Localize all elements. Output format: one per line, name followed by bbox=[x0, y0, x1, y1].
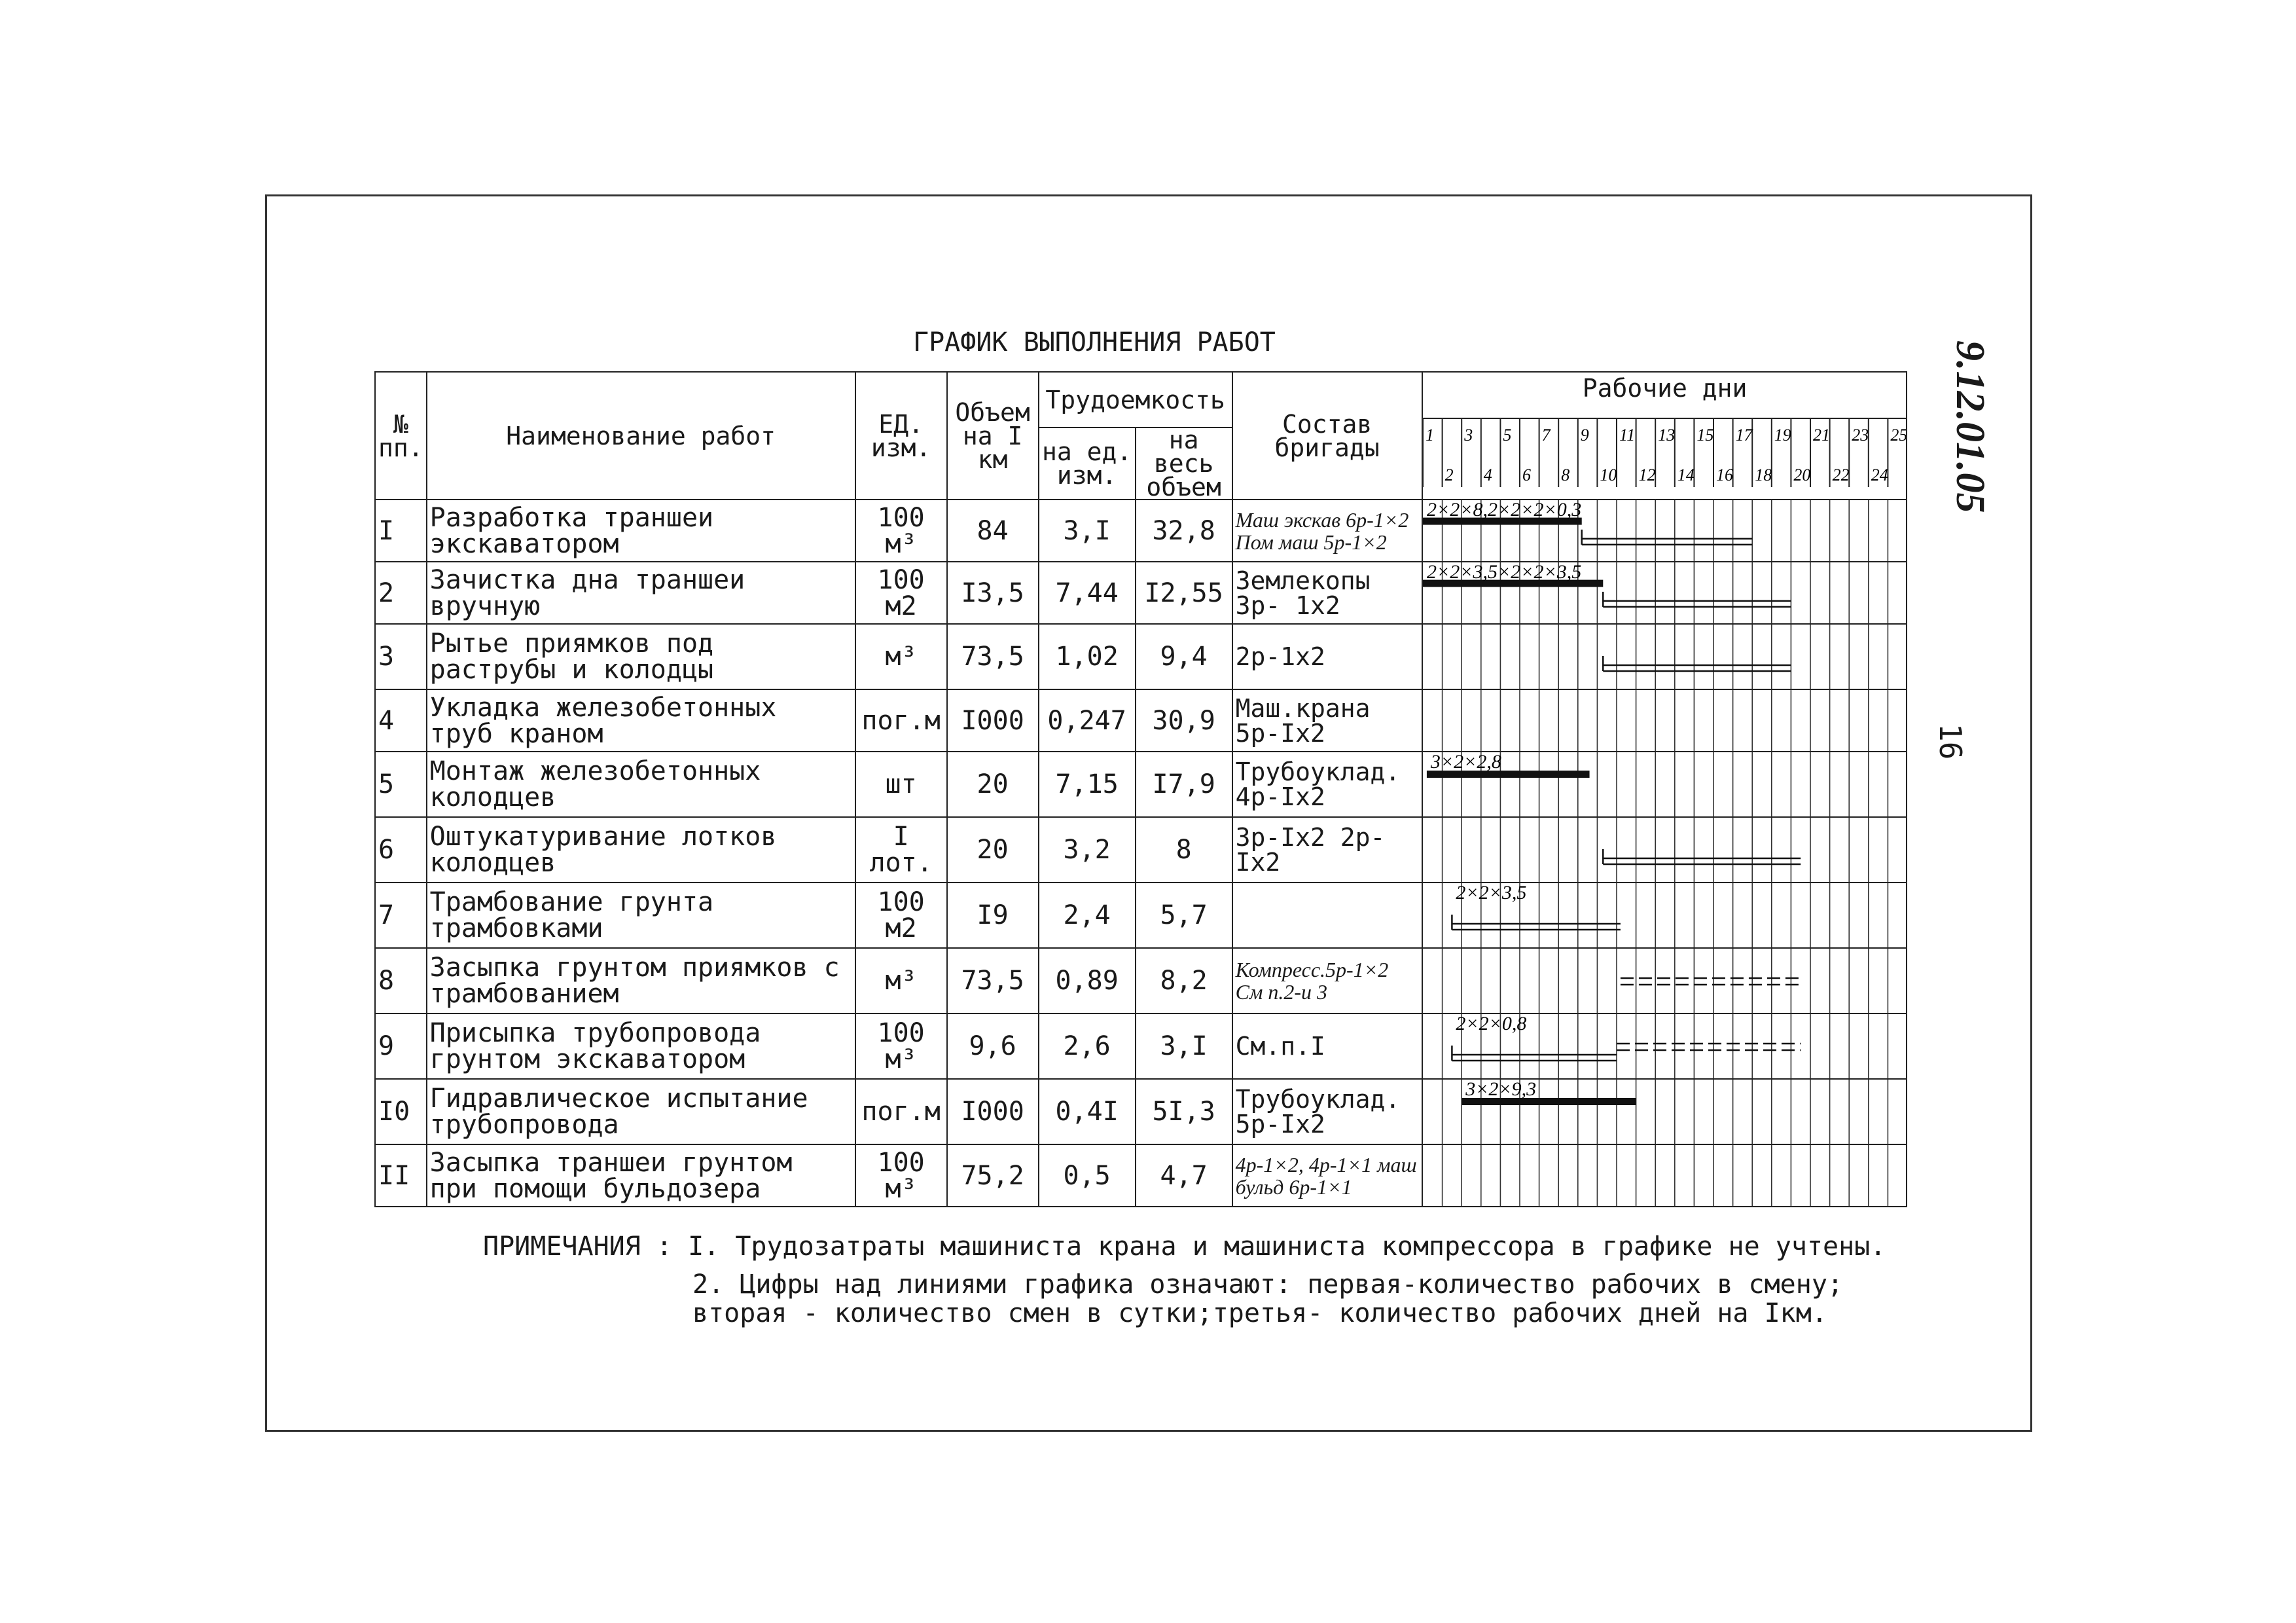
header-days-label: Рабочие дни bbox=[1582, 374, 1748, 403]
gantt-cell bbox=[1422, 817, 1907, 883]
unit: 100 м³ bbox=[855, 1144, 947, 1207]
day-label: 19 bbox=[1774, 426, 1791, 445]
gantt-row bbox=[1423, 1145, 1907, 1207]
table-row bbox=[375, 948, 1907, 1013]
header-days bbox=[1422, 372, 1907, 500]
labor-per-unit: 3,2 bbox=[1039, 817, 1136, 883]
work-name: Присыпка трубопровода грунтом экскаватором bbox=[427, 1013, 855, 1079]
gantt-row bbox=[1423, 818, 1907, 883]
crew: Трубоуклад. 5р-Iх2 bbox=[1232, 1079, 1422, 1144]
row-number: II bbox=[375, 1144, 427, 1207]
gantt-row bbox=[1423, 500, 1907, 562]
labor-total: I7,9 bbox=[1136, 752, 1232, 817]
volume: I3,5 bbox=[947, 562, 1039, 624]
header-unit: ЕД. изм. bbox=[855, 372, 947, 500]
gantt-cell bbox=[1422, 752, 1907, 817]
day-label: 9 bbox=[1580, 426, 1589, 445]
note-2b: вторая - количество смен в сутки;третья- количество рабочих дней на Iкм. bbox=[692, 1298, 1827, 1328]
labor-total: 5,7 bbox=[1136, 883, 1232, 948]
gantt-cell bbox=[1422, 624, 1907, 689]
table-row bbox=[375, 562, 1907, 624]
labor-per-unit: 0,5 bbox=[1039, 1144, 1136, 1207]
header-labor-total: на весь объем bbox=[1136, 428, 1232, 500]
unit: 100 м³ bbox=[855, 1013, 947, 1079]
row-number: I bbox=[375, 500, 427, 562]
row-number: I0 bbox=[375, 1079, 427, 1144]
labor-per-unit: 0,247 bbox=[1039, 689, 1136, 752]
day-label: 12 bbox=[1638, 465, 1656, 484]
labor-per-unit: 2,6 bbox=[1039, 1013, 1136, 1079]
unit: м³ bbox=[855, 624, 947, 689]
unit: 100 м2 bbox=[855, 883, 947, 948]
gantt-cell bbox=[1422, 948, 1907, 1013]
gantt-cell bbox=[1422, 1013, 1907, 1079]
gantt-cell bbox=[1422, 1144, 1907, 1207]
gantt-cell bbox=[1422, 562, 1907, 624]
work-name: Зачистка дна траншеи вручную bbox=[427, 562, 855, 624]
gantt-row bbox=[1423, 883, 1907, 948]
row-number: 3 bbox=[375, 624, 427, 689]
day-label: 7 bbox=[1541, 426, 1551, 445]
labor-total: I2,55 bbox=[1136, 562, 1232, 624]
volume: 84 bbox=[947, 500, 1039, 562]
day-label: 8 bbox=[1560, 465, 1570, 484]
day-label: 3 bbox=[1463, 426, 1473, 445]
table-row bbox=[375, 1144, 1907, 1207]
labor-total: 30,9 bbox=[1136, 689, 1232, 752]
unit: м³ bbox=[855, 948, 947, 1013]
day-label: 11 bbox=[1619, 426, 1635, 445]
day-label: 16 bbox=[1715, 465, 1733, 484]
volume: 73,5 bbox=[947, 948, 1039, 1013]
day-label: 22 bbox=[1832, 465, 1850, 484]
labor-per-unit: 7,15 bbox=[1039, 752, 1136, 817]
gantt-cell bbox=[1422, 883, 1907, 948]
table-row bbox=[375, 752, 1907, 817]
gantt-row bbox=[1423, 562, 1907, 624]
crew: Трубоуклад. 4р-Iх2 bbox=[1232, 752, 1422, 817]
gantt-row bbox=[1423, 752, 1907, 817]
day-label: 23 bbox=[1851, 426, 1869, 445]
gantt-bar-label: 2×2×0,8 bbox=[1456, 1014, 1527, 1034]
day-label: 25 bbox=[1890, 426, 1907, 445]
gantt-bar-label: 2×2×3,5×2×2×3,5 bbox=[1426, 562, 1581, 583]
crew: Землекопы 3р- 1х2 bbox=[1232, 562, 1422, 624]
work-name: Укладка железобетонных труб краном bbox=[427, 689, 855, 752]
labor-total: 8 bbox=[1136, 817, 1232, 883]
gantt-bar-label: 3×2×9,3 bbox=[1465, 1080, 1536, 1100]
row-number: 8 bbox=[375, 948, 427, 1013]
row-number: 7 bbox=[375, 883, 427, 948]
work-name: Разработка траншеи экскаватором bbox=[427, 500, 855, 562]
work-name: Рытье приямков под раструбы и колодцы bbox=[427, 624, 855, 689]
gantt-cell bbox=[1422, 500, 1907, 562]
day-label: 20 bbox=[1793, 465, 1811, 484]
labor-per-unit: 1,02 bbox=[1039, 624, 1136, 689]
work-name: Монтаж железобетонных колодцев bbox=[427, 752, 855, 817]
day-scale bbox=[1423, 373, 1907, 487]
page-number-text: 16 bbox=[1933, 723, 1968, 760]
gantt-bar-label: 2×2×8,2×2×2×0,3 bbox=[1426, 500, 1581, 520]
volume: 75,2 bbox=[947, 1144, 1039, 1207]
volume: I000 bbox=[947, 689, 1039, 752]
crew: См.п.I bbox=[1232, 1013, 1422, 1079]
labor-total: 9,4 bbox=[1136, 624, 1232, 689]
volume: I000 bbox=[947, 1079, 1039, 1144]
crew: Маш экскав 6р-1×2 Пом маш 5р-1×2 bbox=[1232, 500, 1422, 562]
row-number: 2 bbox=[375, 562, 427, 624]
gantt-row bbox=[1423, 690, 1907, 752]
row-number: 5 bbox=[375, 752, 427, 817]
day-label: 17 bbox=[1735, 426, 1753, 445]
header-labor: Трудоемкость bbox=[1039, 372, 1232, 428]
volume: 20 bbox=[947, 817, 1039, 883]
unit: 100 м³ bbox=[855, 500, 947, 562]
labor-total: 5I,3 bbox=[1136, 1079, 1232, 1144]
volume: 20 bbox=[947, 752, 1039, 817]
day-label: 1 bbox=[1425, 426, 1434, 445]
header-crew: Состав бригады bbox=[1232, 372, 1422, 500]
day-label: 15 bbox=[1696, 426, 1714, 445]
labor-total: 4,7 bbox=[1136, 1144, 1232, 1207]
crew: Маш.крана 5р-Iх2 bbox=[1232, 689, 1422, 752]
gantt-cell bbox=[1422, 689, 1907, 752]
gantt-cell bbox=[1422, 1079, 1907, 1144]
page-title: ГРАФИК ВЫПОЛНЕНИЯ РАБОТ bbox=[913, 327, 1276, 357]
labor-total: 32,8 bbox=[1136, 500, 1232, 562]
labor-total: 3,I bbox=[1136, 1013, 1232, 1079]
table-row bbox=[375, 883, 1907, 948]
volume: I9 bbox=[947, 883, 1039, 948]
gantt-row bbox=[1423, 1014, 1907, 1079]
unit: пог.м bbox=[855, 1079, 947, 1144]
crew: Компресс.5р-1×2 См п.2-и 3 bbox=[1232, 948, 1422, 1013]
work-name: Трамбование грунта трамбовками bbox=[427, 883, 855, 948]
crew: 4р-1×2, 4р-1×1 маш бульд 6р-1×1 bbox=[1232, 1144, 1422, 1207]
labor-total: 8,2 bbox=[1136, 948, 1232, 1013]
document-code-text: 9.12.01.05 bbox=[1948, 340, 1992, 513]
table-row bbox=[375, 1013, 1907, 1079]
day-label: 2 bbox=[1444, 465, 1454, 484]
gantt-bar-label: 3×2×2,8 bbox=[1430, 752, 1501, 773]
gantt-bar-label: 2×2×3,5 bbox=[1456, 883, 1527, 903]
work-name: Оштукатуривание лотков колодцев bbox=[427, 817, 855, 883]
header-num: № пп. bbox=[375, 372, 427, 500]
table-row bbox=[375, 624, 1907, 689]
labor-per-unit: 0,4I bbox=[1039, 1079, 1136, 1144]
unit: шт bbox=[855, 752, 947, 817]
day-label: 4 bbox=[1483, 465, 1492, 484]
work-name: Засыпка грунтом приямков с трамбованием bbox=[427, 948, 855, 1013]
table-row bbox=[375, 817, 1907, 883]
day-label: 6 bbox=[1522, 465, 1531, 484]
note-1: I. Трудозатраты машиниста крана и машиниста компрессора в графике не учтены. bbox=[688, 1231, 1886, 1262]
notes-label: ПРИМЕЧАНИЯ : bbox=[483, 1231, 672, 1262]
table-row bbox=[375, 689, 1907, 752]
note-2a: 2. Цифры над линиями графика означают: первая-количество рабочих в смену; bbox=[692, 1269, 1843, 1300]
volume: 73,5 bbox=[947, 624, 1039, 689]
volume: 9,6 bbox=[947, 1013, 1039, 1079]
labor-per-unit: 0,89 bbox=[1039, 948, 1136, 1013]
day-label: 14 bbox=[1677, 465, 1695, 484]
page-number bbox=[1934, 723, 1973, 782]
gantt-row bbox=[1423, 1080, 1907, 1144]
day-label: 18 bbox=[1754, 465, 1772, 484]
table-row bbox=[375, 500, 1907, 562]
row-number: 9 bbox=[375, 1013, 427, 1079]
header-name: Наименование работ bbox=[427, 372, 855, 500]
gantt-row bbox=[1423, 949, 1907, 1013]
work-name: Гидравлическое испытание трубопровода bbox=[427, 1079, 855, 1144]
day-label: 13 bbox=[1657, 426, 1675, 445]
unit: 100 м2 bbox=[855, 562, 947, 624]
labor-per-unit: 2,4 bbox=[1039, 883, 1136, 948]
work-schedule-table bbox=[374, 371, 1907, 1207]
gantt-row bbox=[1423, 625, 1907, 689]
labor-per-unit: 7,44 bbox=[1039, 562, 1136, 624]
notes bbox=[483, 1232, 1886, 1328]
day-label: 10 bbox=[1600, 465, 1617, 484]
work-name: Засыпка траншеи грунтом при помощи бульдозера bbox=[427, 1144, 855, 1207]
header-volume: Объем на I км bbox=[947, 372, 1039, 500]
crew bbox=[1232, 883, 1422, 948]
crew: 3р-Iх2 2р-Iх2 bbox=[1232, 817, 1422, 883]
document-code bbox=[1950, 340, 2003, 629]
crew: 2р-1х2 bbox=[1232, 624, 1422, 689]
row-number: 6 bbox=[375, 817, 427, 883]
row-number: 4 bbox=[375, 689, 427, 752]
day-label: 5 bbox=[1503, 426, 1512, 445]
day-label: 24 bbox=[1871, 465, 1888, 484]
unit: I лот. bbox=[855, 817, 947, 883]
labor-per-unit: 3,I bbox=[1039, 500, 1136, 562]
table-row bbox=[375, 1079, 1907, 1144]
header-labor-unit: на ед. изм. bbox=[1039, 428, 1136, 500]
unit: пог.м bbox=[855, 689, 947, 752]
day-label: 21 bbox=[1812, 426, 1830, 445]
